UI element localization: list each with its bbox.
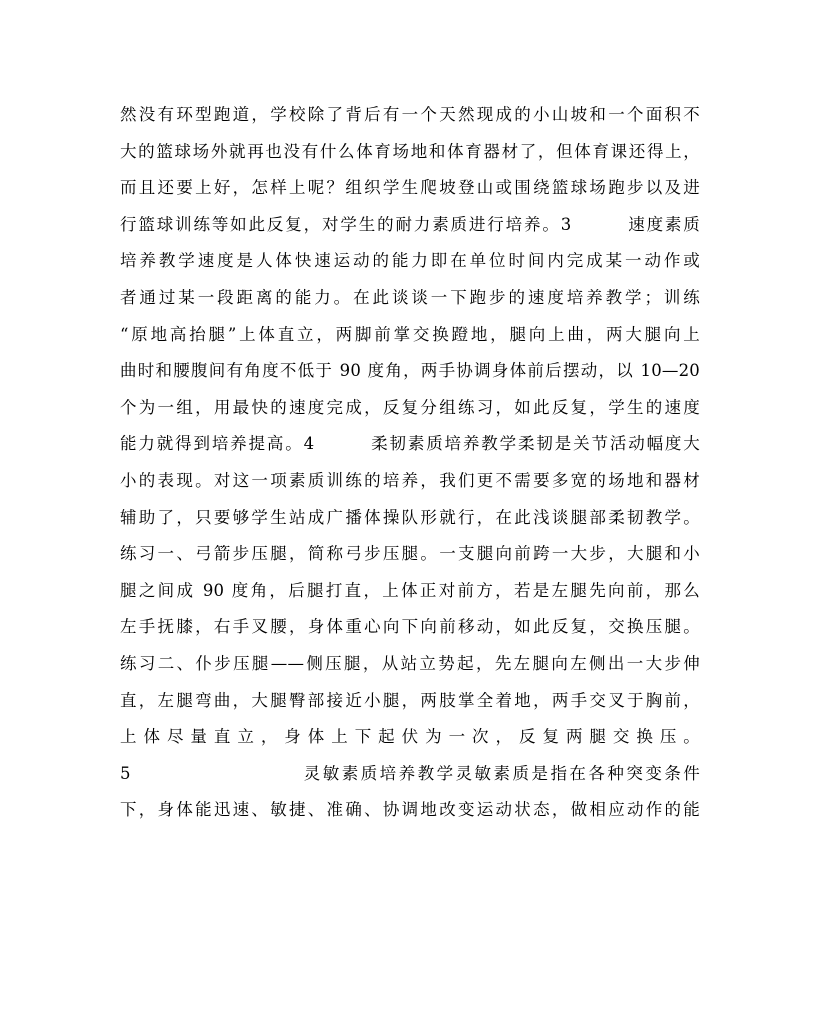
text-line: 曲时和腰腹间有角度不低于 90 度角，两手协调身体前后摆动，以 10—20 bbox=[120, 361, 700, 381]
text-line: 大的篮球场外就再也没有什么体育场地和体育器材了，但体育课还得上， bbox=[120, 141, 700, 161]
text-line: 辅助了，只要够学生站成广播体操队形就行，在此浅谈腿部柔韧教学。 bbox=[120, 507, 700, 527]
body-text bbox=[120, 97, 700, 829]
text-line: 个为一组，用最快的速度完成，反复分组练习，如此反复，学生的速度 bbox=[120, 397, 700, 417]
text-line: 下，身体能迅速、敏捷、准确、协调地改变运动状态，做相应动作的能 bbox=[120, 800, 700, 820]
text-line: 而且还要上好，怎样上呢？组织学生爬坡登山或围绕篮球场跑步以及进 bbox=[120, 178, 700, 198]
text-line: 能力就得到培养提高。4 柔韧素质培养教学柔韧是关节活动幅度大 bbox=[120, 434, 700, 454]
text-line: 练习二、仆步压腿——侧压腿，从站立势起，先左腿向左侧出一大步伸 bbox=[120, 653, 700, 673]
text-line: 5 灵敏素质培养教学灵敏素质是指在各种突变条件 bbox=[120, 763, 700, 783]
text-line: 者通过某一段距离的能力。在此谈谈一下跑步的速度培养教学；训练 bbox=[120, 287, 700, 307]
text-line: 腿之间成 90 度角，后腿打直，上体正对前方，若是左腿先向前，那么 bbox=[120, 580, 700, 600]
text-line: 左手抚膝，右手叉腰，身体重心向下向前移动，如此反复，交换压腿。 bbox=[120, 617, 700, 637]
text-line: 然没有环型跑道，学校除了背后有一个天然现成的小山坡和一个面积不 bbox=[120, 105, 700, 124]
text-line: 练习一、弓箭步压腿，简称弓步压腿。一支腿向前跨一大步，大腿和小 bbox=[120, 544, 700, 564]
text-line: 直，左腿弯曲，大腿臀部接近小腿，两肢掌全着地，两手交叉于胸前， bbox=[120, 690, 700, 710]
text-line: 培养教学速度是人体快速运动的能力即在单位时间内完成某一动作或 bbox=[120, 251, 700, 271]
text-line: 小的表现。对这一项素质训练的培养，我们更不需要多宽的场地和器材 bbox=[120, 470, 700, 490]
text-line: 上体尽量直立，身体上下起伏为一次，反复两腿交换压。 bbox=[120, 727, 700, 747]
text-line: 行篮球训练等如此反复，对学生的耐力素质进行培养。3 速度素质 bbox=[120, 214, 700, 234]
text-line: “原地高抬腿”上体直立，两脚前掌交换蹬地，腿向上曲，两大腿向上 bbox=[120, 324, 700, 344]
